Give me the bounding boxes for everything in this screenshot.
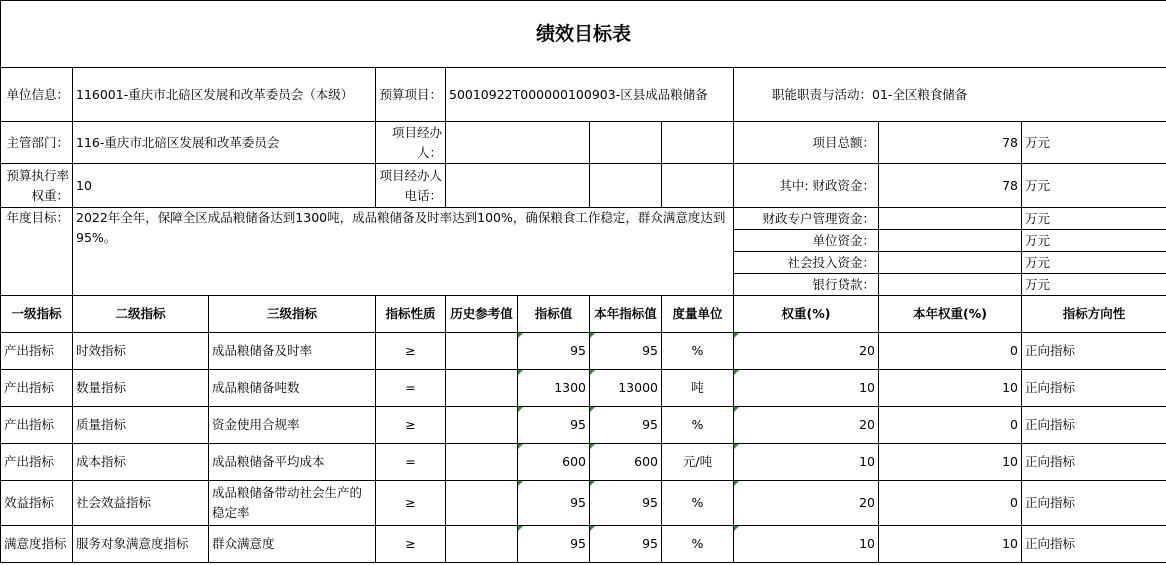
- header-cell: 度量单位: [662, 296, 734, 333]
- header-cell: 本年指标值: [590, 296, 662, 333]
- year-value-cell: 95: [590, 526, 662, 563]
- value-cell: 600: [518, 444, 590, 481]
- phone-extra-cell: [590, 164, 662, 208]
- social-fund-unit: 万元: [1022, 252, 1166, 274]
- weight-cell: 20: [734, 333, 879, 370]
- header-cell: 指标性质: [376, 296, 446, 333]
- header-cell: 指标方向性: [1022, 296, 1166, 333]
- header-cell: 权重(%): [734, 296, 879, 333]
- history-cell: [446, 526, 518, 563]
- unit-fund-value: [879, 230, 1022, 252]
- direction-cell: 正向指标: [1022, 370, 1166, 407]
- year-value-cell: 13000: [590, 370, 662, 407]
- unit-info-label: 单位信息：: [1, 68, 73, 122]
- budget-item-value: 50010922T000000100903-区县成品粮储备: [446, 68, 734, 122]
- budget-item-label: 预算项目：: [376, 68, 446, 122]
- handler-phone-value: [446, 164, 590, 208]
- level2-cell: 服务对象满意度指标: [73, 526, 209, 563]
- history-cell: [446, 407, 518, 444]
- nature-cell: =: [376, 444, 446, 481]
- level1-cell: 产出指标: [1, 444, 73, 481]
- level3-cell: 成品粮储备带动社会生产的稳定率: [209, 481, 376, 526]
- special-fund-value: [879, 208, 1022, 230]
- special-fund-unit: 万元: [1022, 208, 1166, 230]
- fiscal-fund-value: 78: [879, 164, 1022, 208]
- duty-label: 职能职责与活动：: [771, 86, 872, 102]
- header-cell: 本年权重(%): [879, 296, 1022, 333]
- direction-cell: 正向指标: [1022, 407, 1166, 444]
- year-value-cell: 95: [590, 333, 662, 370]
- annual-goal-label: 年度目标：: [1, 208, 73, 296]
- value-cell: 95: [518, 526, 590, 563]
- year-weight-cell: 10: [879, 370, 1022, 407]
- table-row: [1, 444, 1166, 481]
- level3-cell: 资金使用合规率: [209, 407, 376, 444]
- level2-cell: 数量指标: [73, 370, 209, 407]
- level2-cell: 社会效益指标: [73, 481, 209, 526]
- history-cell: [446, 444, 518, 481]
- year-weight-cell: 10: [879, 526, 1022, 563]
- fiscal-fund-label: 其中: 财政资金：: [734, 164, 879, 208]
- header-cell: 一级指标: [1, 296, 73, 333]
- header-cell: 二级指标: [73, 296, 209, 333]
- duty-activity-cell: [734, 68, 1166, 122]
- handler-phone-label: 项目经办人电话：: [376, 164, 446, 208]
- level3-cell: 成品粮储备平均成本: [209, 444, 376, 481]
- duty-value: 01-全区粮食储备: [872, 86, 968, 102]
- value-cell: 1300: [518, 370, 590, 407]
- unit-cell: %: [662, 526, 734, 563]
- dept-label: 主管部门：: [1, 122, 73, 164]
- year-value-cell: 95: [590, 481, 662, 526]
- level1-cell: 产出指标: [1, 370, 73, 407]
- nature-cell: =: [376, 370, 446, 407]
- level1-cell: 满意度指标: [1, 526, 73, 563]
- handler-value: [446, 122, 590, 164]
- direction-cell: 正向指标: [1022, 333, 1166, 370]
- header-cell: 历史参考值: [446, 296, 518, 333]
- project-total-label: 项目总额：: [734, 122, 879, 164]
- total-unit: 万元: [1022, 122, 1166, 164]
- nature-cell: ≥: [376, 526, 446, 563]
- handler-extra-cell-2: [662, 122, 734, 164]
- direction-cell: 正向指标: [1022, 481, 1166, 526]
- weight-cell: 20: [734, 481, 879, 526]
- bank-loan-value: [879, 274, 1022, 296]
- history-cell: [446, 370, 518, 407]
- value-cell: 95: [518, 333, 590, 370]
- bank-loan-unit: 万元: [1022, 274, 1166, 296]
- table-row: [1, 333, 1166, 370]
- nature-cell: ≥: [376, 407, 446, 444]
- social-fund-value: [879, 252, 1022, 274]
- unit-info-value: 116001-重庆市北碚区发展和改革委员会（本级）: [73, 68, 376, 122]
- unit-fund-label: 单位资金：: [734, 230, 879, 252]
- history-cell: [446, 333, 518, 370]
- year-value-cell: 95: [590, 407, 662, 444]
- handler-extra-cell: [590, 122, 662, 164]
- fiscal-unit: 万元: [1022, 164, 1166, 208]
- table-row: [1, 526, 1166, 563]
- year-weight-cell: 0: [879, 333, 1022, 370]
- page-title: 绩效目标表: [1, 1, 1166, 68]
- table-row: [1, 407, 1166, 444]
- value-cell: 95: [518, 407, 590, 444]
- level3-cell: 成品粮储备及时率: [209, 333, 376, 370]
- phone-extra-cell-2: [662, 164, 734, 208]
- level3-cell: 群众满意度: [209, 526, 376, 563]
- level3-cell: 成品粮储备吨数: [209, 370, 376, 407]
- unit-fund-unit: 万元: [1022, 230, 1166, 252]
- social-fund-label: 社会投入资金：: [734, 252, 879, 274]
- weight-cell: 10: [734, 370, 879, 407]
- project-total-value: 78: [879, 122, 1022, 164]
- annual-goal-value: 2022年全年，保障全区成品粮储备达到1300吨，成品粮储备及时率达到100%，确保粮食工作稳定，群众满意度达到95%。: [73, 208, 734, 296]
- unit-cell: 吨: [662, 370, 734, 407]
- year-value-cell: 600: [590, 444, 662, 481]
- direction-cell: 正向指标: [1022, 526, 1166, 563]
- value-cell: 95: [518, 481, 590, 526]
- header-cell: 指标值: [518, 296, 590, 333]
- bank-loan-label: 银行贷款：: [734, 274, 879, 296]
- nature-cell: ≥: [376, 481, 446, 526]
- weight-cell: 20: [734, 407, 879, 444]
- dept-value: 116-重庆市北碚区发展和改革委员会: [73, 122, 376, 164]
- handler-label: 项目经办人：: [376, 122, 446, 164]
- level2-cell: 时效指标: [73, 333, 209, 370]
- special-fund-label: 财政专户管理资金：: [734, 208, 879, 230]
- table-row: [1, 481, 1166, 526]
- header-cell: 三级指标: [209, 296, 376, 333]
- table-row: [1, 370, 1166, 407]
- weight-cell: 10: [734, 444, 879, 481]
- nature-cell: ≥: [376, 333, 446, 370]
- year-weight-cell: 10: [879, 444, 1022, 481]
- history-cell: [446, 481, 518, 526]
- level1-cell: 产出指标: [1, 407, 73, 444]
- direction-cell: 正向指标: [1022, 444, 1166, 481]
- year-weight-cell: 0: [879, 407, 1022, 444]
- level1-cell: 效益指标: [1, 481, 73, 526]
- unit-cell: 元/吨: [662, 444, 734, 481]
- unit-cell: %: [662, 481, 734, 526]
- level1-cell: 产出指标: [1, 333, 73, 370]
- weight-cell: 10: [734, 526, 879, 563]
- year-weight-cell: 0: [879, 481, 1022, 526]
- unit-cell: %: [662, 333, 734, 370]
- unit-cell: %: [662, 407, 734, 444]
- level2-cell: 质量指标: [73, 407, 209, 444]
- level2-cell: 成本指标: [73, 444, 209, 481]
- exec-rate-value: 10: [73, 164, 376, 208]
- exec-rate-label: 预算执行率权重：: [1, 164, 73, 208]
